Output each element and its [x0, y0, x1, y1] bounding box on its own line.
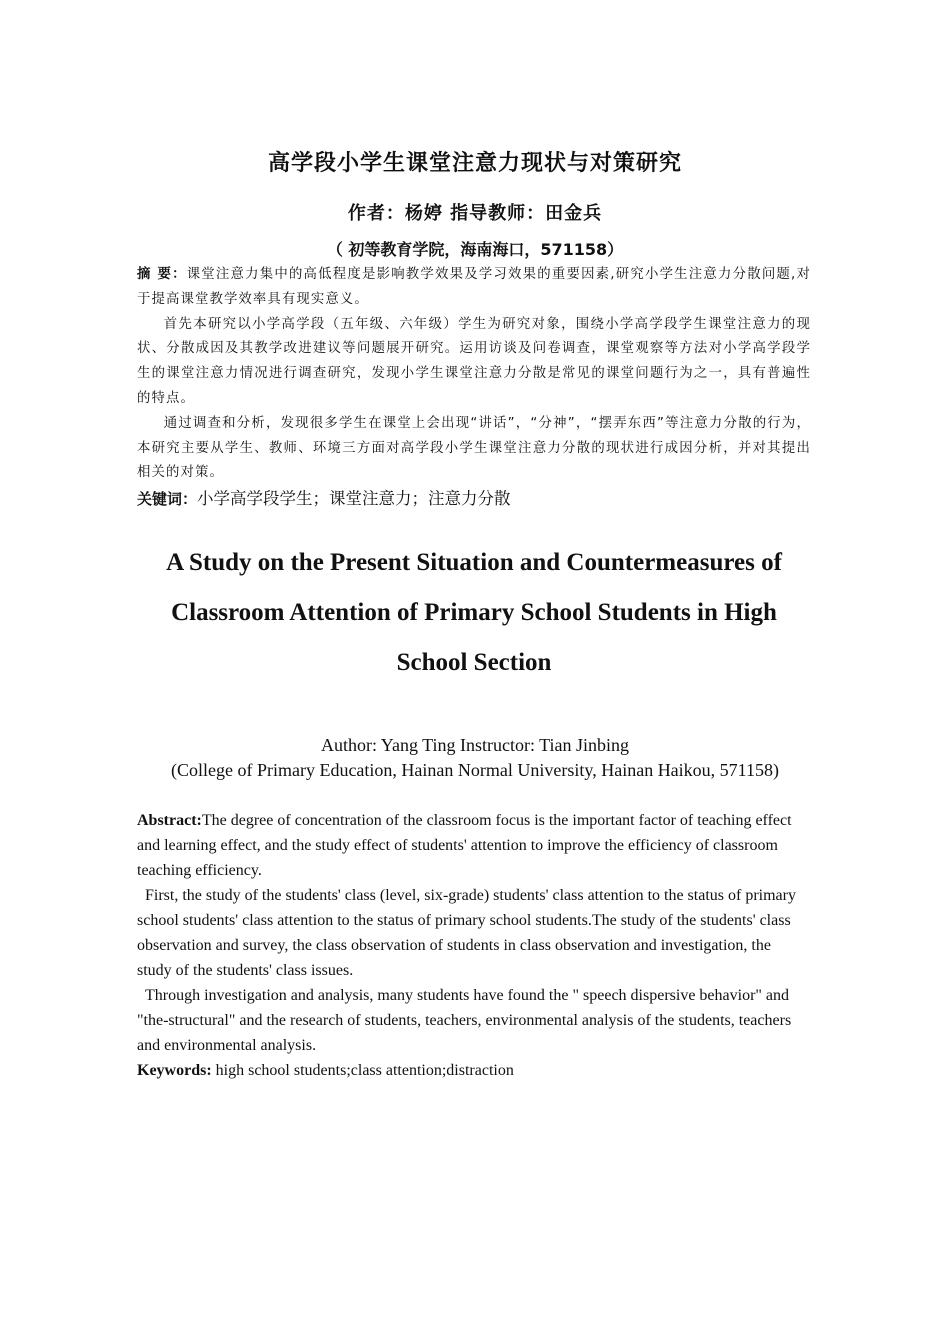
chinese-title: 高学段小学生课堂注意力现状与对策研究 [267, 151, 682, 176]
chinese-keywords-label: 关键词： [137, 490, 198, 508]
chinese-abstract-paragraph-2: 首先本研究以小学高学段（五年级、六年级）学生为研究对象，围绕小学高学段学生课堂注意力的现状、分散成因及其教学改进建议等问题展开研究。运用访谈及问卷调查，课堂观察等方法对小学高学段学生的课堂注意力情况进行调查研究，发现小学生课堂注意力分散是常见的课堂问题行为之一，具有普遍性的特点。 [137, 316, 811, 406]
english-abstract-paragraph-3: Through investigation and analysis, many students have found the " speech dispersive behavior" and "the-structural" and the research of students, teachers, environmental analysis of the students, teachers and environmental analysis. [137, 987, 792, 1054]
chinese-author-line: 作者：杨婷 指导教师：田金兵 [347, 203, 603, 224]
english-abstract [137, 808, 797, 1083]
chinese-abstract [137, 263, 811, 486]
english-keywords-label: Keywords: [137, 1062, 212, 1079]
english-abstract-paragraph-1 [137, 808, 797, 883]
chinese-keywords-text: 小学高学段学生；课堂注意力；注意力分散 [197, 489, 511, 508]
english-keywords-text: high school students;class attention;distraction [211, 1062, 514, 1079]
english-keywords [137, 1058, 797, 1083]
english-title: A Study on the Present Situation and Countermeasures of Classroom Attention of Primary School Students in High School Section [166, 549, 782, 676]
english-abstract-paragraph-2: First, the study of the students' class (level, six-grade) students' class attention to the status of primary school students' class attention to the status of primary school students.The study of the students' class observation and survey, the class observation of students in class observation and investigation, the study of the students' class issues. [137, 887, 796, 979]
chinese-abstract-label: 摘 要： [137, 267, 187, 282]
chinese-abstract-text-1: 课堂注意力集中的高低程度是影响教学效果及学习效果的重要因素,研究小学生注意力分散问题,对于提高课堂教学效率具有现实意义。 [137, 267, 811, 307]
english-abstract-label: Abstract: [137, 812, 202, 829]
english-abstract-text-1: The degree of concentration of the classroom focus is the important factor of teaching effect and learning effect, and the study effect of students' attention to improve the efficiency of classroom teaching efficiency. [137, 812, 792, 879]
chinese-affiliation: （ 初等教育学院，海南海口，571158） [326, 240, 624, 259]
chinese-keywords [137, 485, 811, 509]
english-author-line: Author: Yang Ting Instructor: Tian Jinbing [320, 735, 630, 755]
english-affiliation: (College of Primary Education, Hainan Normal University, Hainan Haikou, 571158) [170, 760, 780, 780]
chinese-abstract-paragraph-3: 通过调查和分析，发现很多学生在课堂上会出现“讲话”，“分神”，“摆弄东西”等注意力分散的行为，本研究主要从学生、教师、环境三方面对高学段小学生课堂注意力分散的现状进行成因分析，并对其提出相关的对策。 [137, 415, 811, 481]
chinese-abstract-paragraph-1 [137, 263, 811, 313]
